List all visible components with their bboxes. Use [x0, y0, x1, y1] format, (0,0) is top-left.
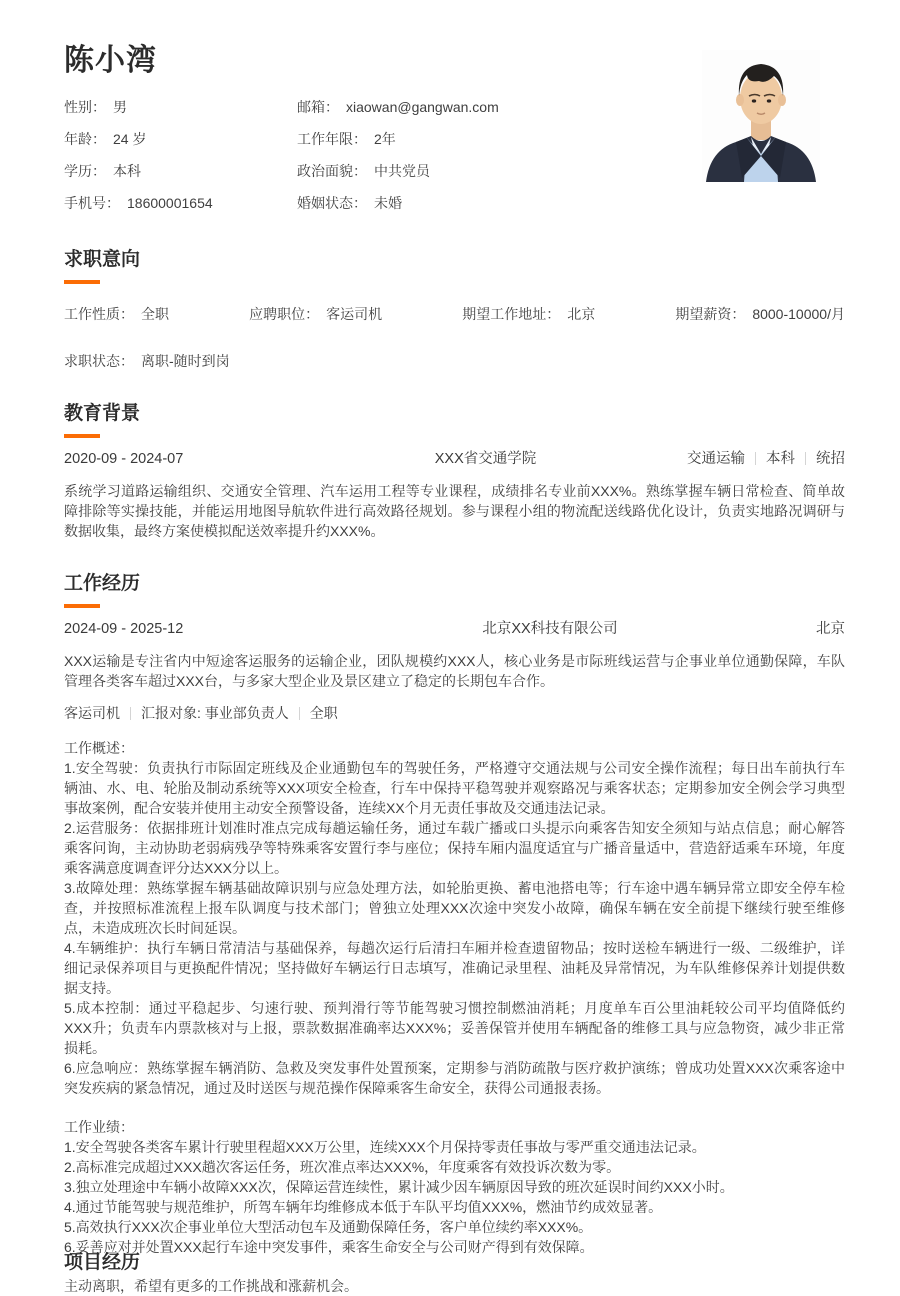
section-title-projects: 项目经历 — [64, 1252, 141, 1273]
position-line — [64, 703, 845, 723]
info-age — [64, 129, 297, 149]
work-report-to: 汇报对象: 事业部负责人 — [141, 705, 289, 721]
info-label: 邮箱： — [297, 99, 339, 115]
info-value: 本科 — [113, 163, 141, 179]
info-label: 工作年限： — [297, 131, 367, 147]
overview-item: 4.车辆维护：执行车辆日常清洁与基础保养，每趟次运行后清扫车厢并检查遗留物品；按时送检车辆进行一级、二级维护，详细记录保养项目与更换配件情况；坚持做好车辆运行日志填写，准确记录里程、油耗及异常情况，为车队维修保养计划提供数据支持。 — [64, 940, 845, 996]
education-period: 2020-09 - 2024-07 — [64, 451, 184, 467]
info-political-status — [297, 161, 499, 181]
section-job-intention — [64, 249, 845, 371]
info-value: 2年 — [374, 131, 396, 147]
section-work-experience — [64, 573, 845, 1296]
divider — [299, 707, 300, 720]
info-gender — [64, 97, 297, 117]
info-label: 年龄： — [64, 131, 106, 147]
education-degree-info — [687, 447, 845, 468]
overview-item: 1.安全驾驶：负责执行市际固定班线及企业通勤包车的驾驶任务，严格遵守交通法规与公司安全操作流程；每日出车前执行车辆油、水、电、轮胎及制动系统等XXX项安全检查，行车中保持平稳驾驶并观察路况与乘客状态；定期参加安全例会学习典型事故案例，配合安装并使用主动安全预警设备，连续XX个月无责任事故及交通违法记录。 — [64, 760, 845, 816]
education-degree: 本科 — [766, 451, 795, 467]
basic-info-right-column — [297, 97, 499, 213]
work-achievements-title: 工作业绩： — [64, 1119, 134, 1135]
intent-label: 工作性质： — [64, 306, 134, 322]
section-title-job-intention: 求职意向 — [64, 249, 141, 270]
intent-value: 离职-随时到岗 — [141, 353, 230, 369]
section-title-work-experience: 工作经历 — [64, 573, 141, 594]
work-employment-type: 全职 — [309, 705, 338, 721]
section-title-education: 教育背景 — [64, 403, 141, 424]
achievement-item: 2.高标准完成超过XXX趟次客运任务，班次准点率达XXX%，年度乘客有效投诉次数为零。 — [64, 1159, 621, 1175]
divider — [805, 452, 806, 465]
info-label: 性别： — [64, 99, 106, 115]
intent-job-type — [64, 304, 169, 324]
work-company: 北京XX科技有限公司 — [482, 621, 618, 637]
achievement-item: 1.安全驾驶各类客车累计行驶里程超XXX万公里，连续XXX个月保持零责任事故与零严重交通违法记录。 — [64, 1139, 706, 1155]
accent-underline — [64, 434, 100, 438]
info-value: 未婚 — [374, 195, 402, 211]
intent-value: 全职 — [141, 306, 169, 322]
achievement-item: 4.通过节能驾驶与规范维护，所驾车辆年均维修成本低于车队平均值XXX%，燃油节约成效显著。 — [64, 1199, 663, 1215]
overview-item: 2.运营服务：依据排班计划准时准点完成每趟运输任务，通过车载广播或口头提示向乘客告知安全须知与站点信息；耐心解答乘客问询，主动协助老弱病残孕等特殊乘客安置行李与座位；保持车厢内温度适宜与广播音量适中，营造舒适乘车环境，年度乘客满意度调查评分达XXX分以上。 — [64, 820, 845, 876]
leaving-reason: 主动离职，希望有更多的工作挑战和涨薪机会。 — [64, 1278, 358, 1294]
info-years — [297, 129, 499, 149]
work-position: 客运司机 — [64, 705, 120, 721]
work-period: 2024-09 - 2025-12 — [64, 621, 184, 637]
intent-position — [249, 304, 382, 324]
section-projects — [64, 1252, 140, 1274]
job-intention-fields — [64, 304, 845, 324]
candidate-name: 陈小湾 — [64, 44, 157, 77]
section-education — [64, 403, 845, 541]
accent-underline — [64, 280, 100, 284]
education-description: 系统学习道路运输组织、交通安全管理、汽车运用工程等专业课程，成绩排名专业前XXX%。熟练掌握车辆日常检查、简单故障排除等实操技能，并能运用地图导航软件进行高效路径规划。参与课程小组的物流配送线路优化设计，负责实地路况调研与数据收集，最终方案使模拟配送效率提升约XXX%。 — [64, 483, 845, 539]
intent-salary — [675, 304, 845, 324]
accent-underline — [64, 604, 100, 608]
overview-item: 6.应急响应：熟练掌握车辆消防、急救及突发事件处置预案，定期参与消防疏散与医疗救护演练；曾成功处置XXX次乘客途中突发疾病的紧急情况，通过及时送医与规范操作保障乘客生命安全，获得公司通报表扬。 — [64, 1060, 845, 1096]
intent-label: 期望工作地址： — [462, 306, 561, 322]
info-value: 18600001654 — [127, 195, 213, 211]
work-location: 北京 — [816, 621, 845, 637]
work-overview-title: 工作概述： — [64, 740, 134, 756]
education-meta-row — [64, 447, 845, 468]
info-value: xiaowan@gangwan.com — [346, 99, 499, 115]
info-value: 男 — [113, 99, 127, 115]
intent-value: 客运司机 — [326, 306, 383, 322]
education-admission-type: 统招 — [816, 451, 845, 467]
info-label: 政治面貌： — [297, 163, 367, 179]
overview-item: 5.成本控制：通过平稳起步、匀速行驶、预判滑行等节能驾驶习惯控制燃油消耗；月度单车百公里油耗较公司平均值降低约XXX升；负责车内票款核对与上报，票款数据准确率达XXX%；妥善保管并使用车辆配备的维修工具与应急物资，减少非正常损耗。 — [64, 1000, 845, 1056]
info-value: 中共党员 — [374, 163, 430, 179]
intent-value: 北京 — [567, 306, 596, 322]
info-marital-status — [297, 193, 499, 213]
intent-status — [64, 351, 845, 371]
achievement-item: 3.独立处理途中车辆小故障XXX次，保障运营连续性，累计减少因车辆原因导致的班次延误时间约XXX小时。 — [64, 1179, 734, 1195]
divider — [755, 452, 756, 465]
education-school: XXX省交通学院 — [434, 451, 537, 467]
info-education — [64, 161, 297, 181]
work-meta-row — [64, 617, 845, 638]
intent-label: 应聘职位： — [249, 306, 320, 322]
work-achievements — [64, 1117, 845, 1257]
profile-photo — [702, 50, 820, 182]
info-label: 学历： — [64, 163, 106, 179]
info-value: 24 岁 — [113, 131, 147, 147]
achievement-item: 5.高效执行XXX次企事业单位大型活动包车及通勤保障任务，客户单位续约率XXX%。 — [64, 1219, 593, 1235]
basic-info-left-column — [64, 97, 297, 213]
info-phone — [64, 193, 297, 213]
intent-value: 8000-10000/月 — [752, 306, 845, 322]
education-major: 交通运输 — [687, 451, 745, 467]
info-email — [297, 97, 499, 117]
divider — [130, 707, 131, 720]
info-label: 手机号： — [64, 195, 120, 211]
intent-location — [462, 304, 595, 324]
work-overview — [64, 738, 845, 1098]
overview-item: 3.故障处理：熟练掌握车辆基础故障识别与应急处理方法，如轮胎更换、蓄电池搭电等；行车途中遇车辆异常立即安全停车检查，并按照标准流程上报车队调度与技术部门；曾独立处理XXX次途中突发小故障，确保车辆在安全前提下继续行驶至维修点，未造成班次长时间延误。 — [64, 880, 845, 936]
company-intro: XXX运输是专注省内中短途客运服务的运输企业，团队规模约XXX人，核心业务是市际班线运营与企事业单位通勤保障，车队管理各类客车超过XXX台，与多家大型企业及景区建立了稳定的长期包车合作。 — [64, 653, 845, 689]
intent-label: 期望薪资： — [675, 306, 746, 322]
avatar-illustration — [702, 50, 820, 182]
info-label: 婚姻状态： — [297, 195, 367, 211]
intent-label: 求职状态： — [64, 353, 134, 369]
achievement-item: 6.妥善应对并处置XXX起行车途中突发事件，乘客生命安全与公司财产得到有效保障。 — [64, 1239, 594, 1255]
